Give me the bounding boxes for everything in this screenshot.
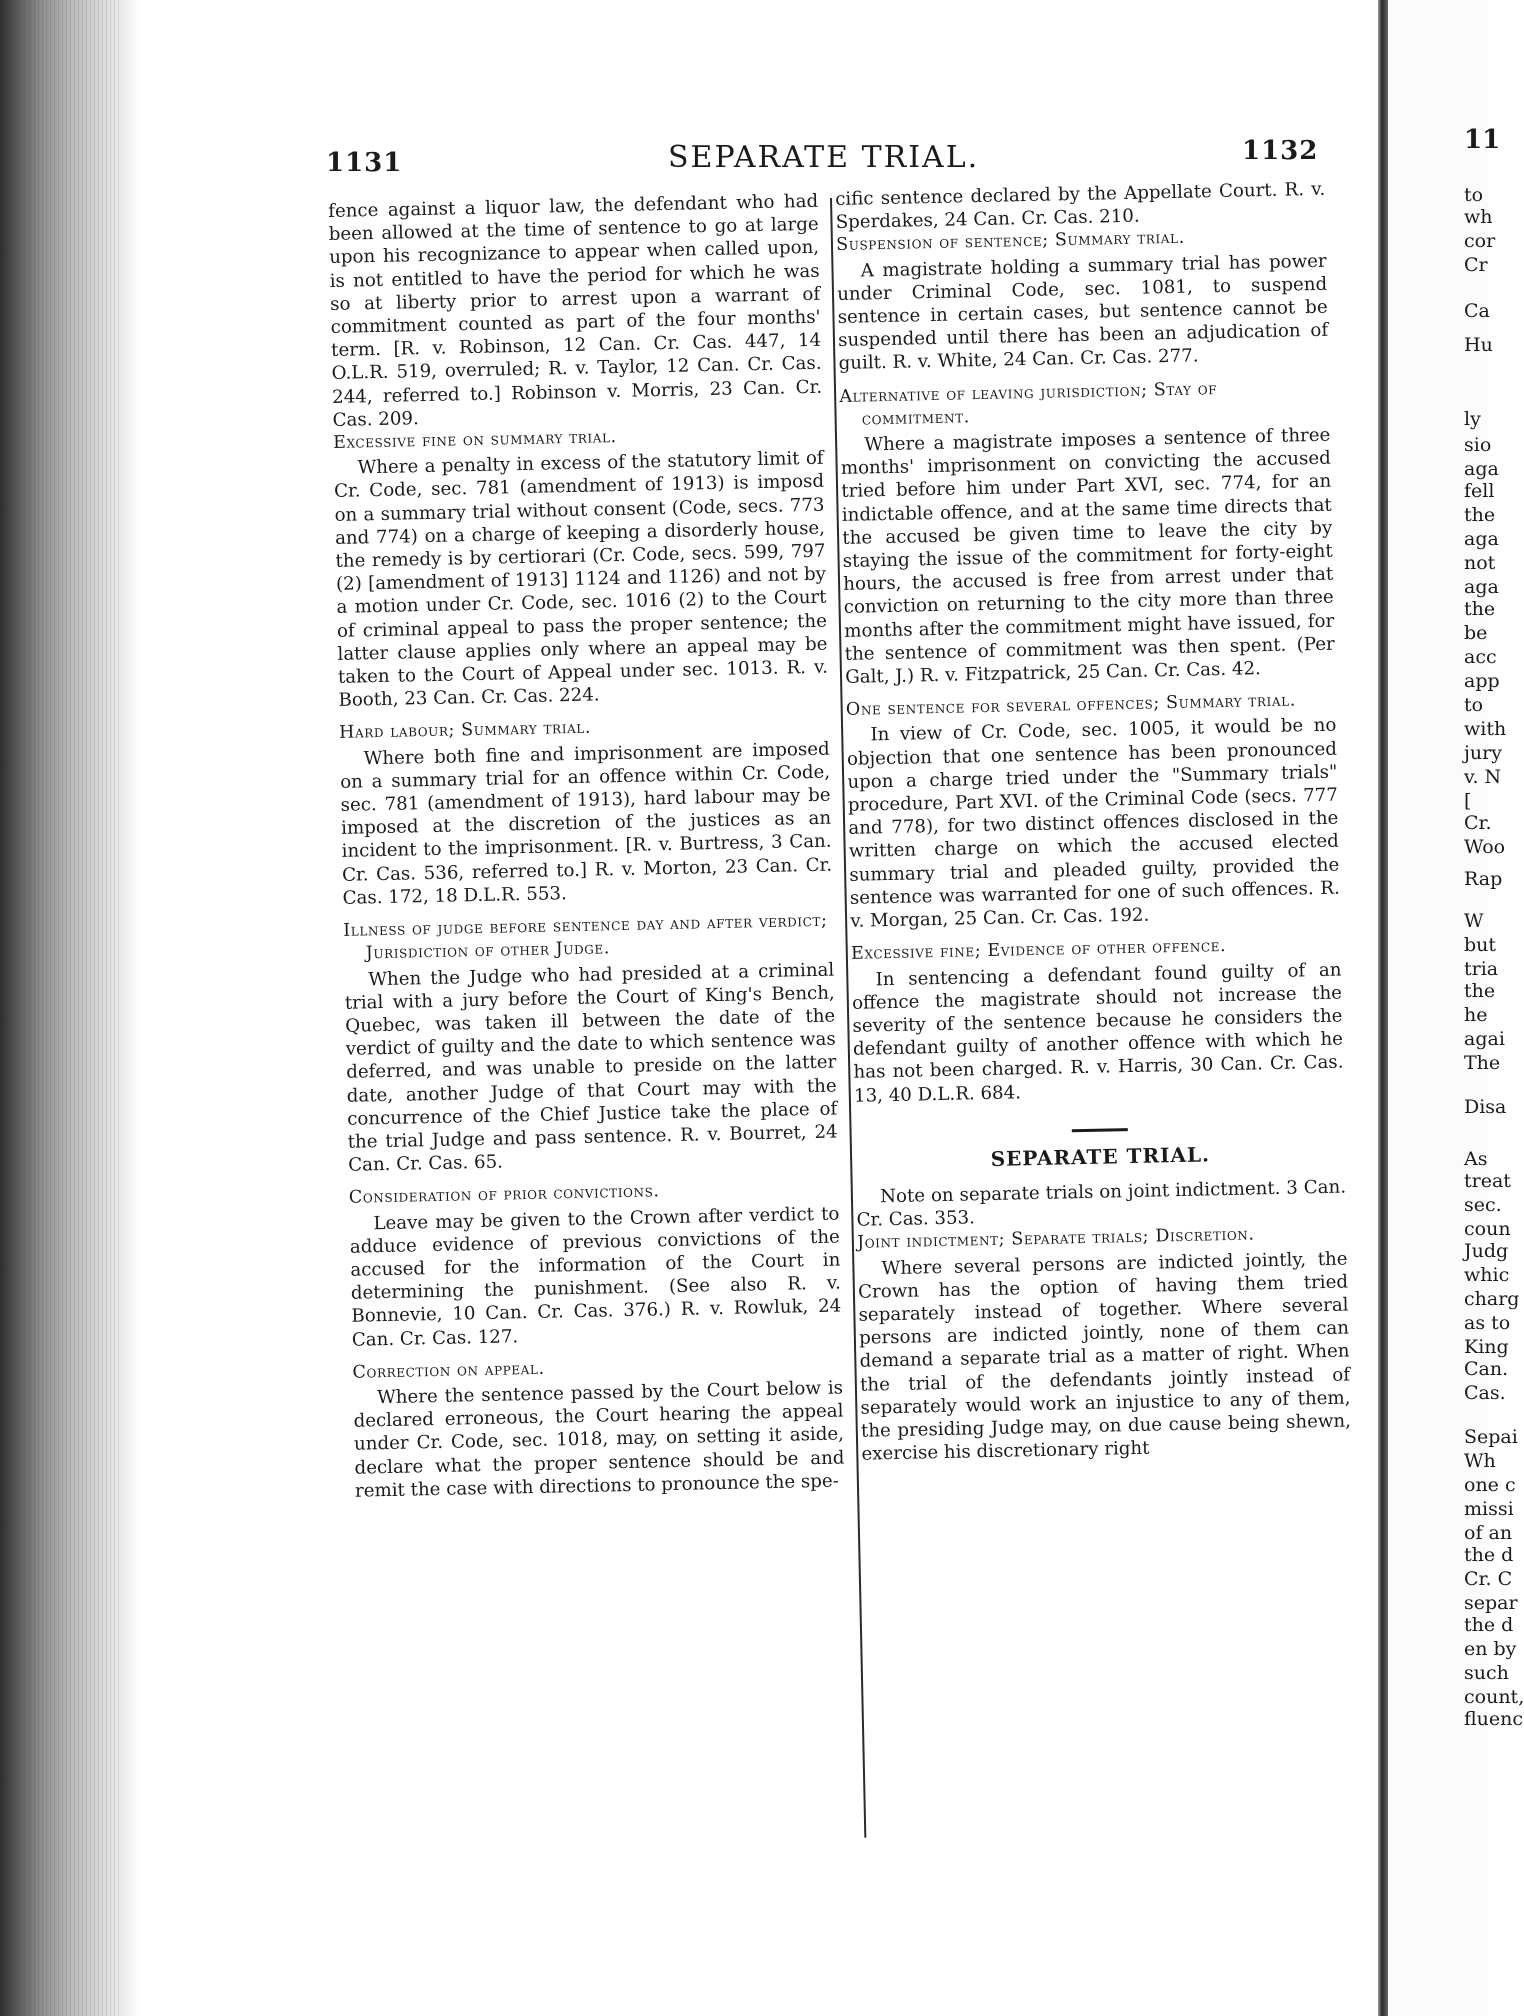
next-page-line: King xyxy=(1464,1336,1509,1358)
entry-text: Where a penalty in excess of the statutory limit of Cr. Code, sec. 781 (amendment of 1913) is imposd on a summary trial without consent (Code, secs. 773 and 774) on a charge of keeping a disorderly house, the remedy is by certiorari (Cr. Code, secs. 599, 797 (2) [amendment of 1913] 1124 and 1126) and not by a motion under Cr. Code, sec. 1016 (2) to the Court of criminal appeal to pass the proper sentence; the latter clause applies only where an appeal may be taken to the Court of Appeal under sec. 1013. R. v. Booth, 23 Can. Cr. Cas. 224. xyxy=(333,447,829,712)
next-page-line: fell xyxy=(1464,480,1495,502)
section-rule xyxy=(1072,1128,1128,1132)
entry-text: Where a magistrate imposes a sentence of three months' imprisonment on convicting the accused tried before him under Part XVI, sec. 774, for an indictable offence, and at the same time directs that the accused be given time to leave the city by staying the issue of the commitment for forty-eight hours, the accused is free from arrest under that conviction on returning to the city more than three months after the commitment might have issued, for the sentence of commitment was then spent. (Per Galt, J.) R. v. Fitzpatrick, 25 Can. Cr. Cas. 42. xyxy=(840,424,1335,688)
next-page-line: fluenc xyxy=(1464,1708,1524,1730)
entry-text: Where both fine and imprisonment are imposed on a summary trial for an offence within Cr. Code, sec. 781 (amendment of 1913), hard labour may be imposed at the discretion of the justices as an incident to the imprisonment. [R. v. Burtress, 3 Can. Cr. Cas. 536, referred to.] R. v. Morton, 23 Can. Cr. Cas. 172, 18 D.L.R. 553. xyxy=(339,738,833,909)
next-page-line: the d xyxy=(1464,1614,1514,1636)
entry xyxy=(349,1177,842,1352)
next-page-line: charg xyxy=(1464,1288,1520,1310)
next-page-line: of an xyxy=(1464,1522,1513,1544)
entry xyxy=(339,712,833,910)
next-page-line: Woo xyxy=(1464,836,1506,858)
next-page-line: Disa xyxy=(1464,1096,1507,1118)
entry-heading: Consideration of prior convictions. xyxy=(348,1181,660,1209)
next-page-line: Judg xyxy=(1464,1240,1509,1262)
next-page-number: 11 xyxy=(1464,125,1501,155)
page-number-left: 1131 xyxy=(326,148,403,178)
next-page-line: such xyxy=(1464,1662,1509,1684)
running-head: SEPARATE TRIAL. xyxy=(668,140,980,175)
next-page-line: Cr xyxy=(1464,254,1488,276)
next-page-line: as to xyxy=(1464,1312,1511,1334)
entry xyxy=(836,224,1329,375)
next-page-line: treat xyxy=(1464,1170,1511,1192)
next-page-line: one c xyxy=(1464,1474,1516,1496)
entry-heading: Joint indictment; Separate trials; Discretion. xyxy=(856,1224,1255,1254)
entry xyxy=(851,933,1344,1108)
entry-heading: Illness of judge before sentence day and after verdict; Jurisdiction of other Judge. xyxy=(343,910,828,964)
entry-text: A magistrate holding a summary trial has power under Criminal Code, sec. 1081, to suspend sentence in certain cases, but sentence cannot be suspended until there has been an adjudication of guilt. R. v. White, 24 Can. Cr. Cas. 277. xyxy=(837,250,1329,375)
next-page-line: wh xyxy=(1464,206,1493,228)
next-page-line: cor xyxy=(1464,230,1496,252)
entry xyxy=(333,422,829,713)
section-note: Note on separate trials on joint indictment. 3 Can. Cr. Cas. 353. xyxy=(856,1176,1347,1231)
next-page-line: tria xyxy=(1464,958,1499,980)
next-page-line: but xyxy=(1464,934,1497,956)
entry-heading: Excessive fine; Evidence of other offence. xyxy=(850,936,1227,965)
next-page-line: whic xyxy=(1464,1264,1510,1286)
right-column xyxy=(835,178,1352,1476)
next-page-line: aga xyxy=(1464,528,1499,550)
next-page-line: jury xyxy=(1464,742,1502,764)
book-gutter xyxy=(0,0,140,2016)
next-page-line: he xyxy=(1464,1004,1488,1026)
next-page-line: separ xyxy=(1464,1592,1518,1614)
next-page-line: en by xyxy=(1464,1638,1517,1660)
next-page-line: W xyxy=(1464,910,1484,932)
next-page-line: Hu xyxy=(1464,334,1493,356)
entry-heading: Suspension of sentence; Summary trial. xyxy=(835,228,1186,256)
next-page-line: Cas. xyxy=(1464,1382,1506,1404)
next-page-line: sec. xyxy=(1464,1194,1502,1216)
next-page-line: agai xyxy=(1464,1028,1505,1050)
entry xyxy=(343,910,838,1177)
next-page-line: be xyxy=(1464,622,1488,644)
next-page-line: the xyxy=(1464,598,1496,620)
next-page-line: app xyxy=(1464,670,1500,692)
entry-text: In view of Cr. Code, sec. 1005, it would be no objection that one sentence has been pronounced upon a charge tried under the "Summary trials" procedure, Part XVI. of the Criminal Code (secs. 777 and 778), for two distinct offences disclosed in the written charge on which the accused elected summary trial and pleaded guilty, provided the sentence was warranted for one of such offences. R. v. Morgan, 25 Can. Cr. Cas. 192. xyxy=(846,715,1340,932)
next-page-line: not xyxy=(1464,552,1496,574)
next-page-line: v. N xyxy=(1464,766,1502,788)
next-page-line: ly xyxy=(1464,408,1481,430)
next-page-fragment xyxy=(1388,0,1524,2016)
next-page-line: Sepai xyxy=(1464,1426,1518,1448)
next-page-line: to xyxy=(1464,694,1484,716)
left-column xyxy=(328,190,845,1513)
entry xyxy=(846,689,1341,933)
next-page-line: the d xyxy=(1464,1544,1514,1566)
page-edge xyxy=(1378,0,1388,2016)
next-page-line: missi xyxy=(1464,1498,1514,1520)
entry xyxy=(839,375,1335,689)
next-page-line: sio xyxy=(1464,434,1492,456)
next-page-line: Ca xyxy=(1464,300,1490,322)
entry-heading: Correction on appeal. xyxy=(352,1358,545,1383)
next-page-line: count, xyxy=(1464,1686,1524,1708)
entry-text: Leave may be given to the Crown after verdict to adduce evidence of previous convictions of the accused for the information of the Court in determining the punishment. (See also R. v. Bonnevie, 10 Can. Cr. Cas. 376.) R. v. Rowluk, 24 Can. Cr. Cas. 127. xyxy=(349,1203,842,1351)
entry-heading: Hard labour; Summary trial. xyxy=(338,718,592,744)
entry-text: In sentencing a defendant found guilty of an offence the magistrate should not increase the severity of the sentence because he considers the defendant guilty of another offence with which he has not been charged. R. v. Harris, 30 Can. Cr. Cas. 13, 40 D.L.R. 684. xyxy=(851,959,1344,1107)
next-page-line: coun xyxy=(1464,1218,1511,1240)
next-page-line: Rap xyxy=(1464,868,1503,890)
continuation-text: cific sentence declared by the Appellate Court. R. v. Sperdakes, 24 Can. Cr. Cas. 210. xyxy=(835,178,1326,234)
entry-heading: Excessive fine on summary trial. xyxy=(332,427,617,453)
section-title: SEPARATE TRIAL. xyxy=(990,1142,1211,1171)
next-page-line: Can. xyxy=(1464,1358,1509,1380)
next-page-line: [ xyxy=(1464,790,1472,812)
next-page-line: aga xyxy=(1464,458,1499,480)
next-page-line: with xyxy=(1464,718,1507,740)
entry xyxy=(857,1222,1352,1466)
next-page-line: aga xyxy=(1464,576,1499,598)
entry-heading: Alternative of leaving jurisdiction; Stay of commitment. xyxy=(839,378,1218,430)
next-page-line: to xyxy=(1464,184,1484,206)
next-page-line: The xyxy=(1464,1052,1501,1074)
page-number-right: 1132 xyxy=(1242,136,1319,166)
next-page-line: As xyxy=(1464,1148,1488,1170)
next-page-line: Cr. xyxy=(1464,812,1492,834)
next-page-line: acc xyxy=(1464,646,1497,668)
entry-text: Where the sentence passed by the Court below is declared erroneous, the Court hearing the appeal under Cr. Code, sec. 1018, may, on setting it aside, declare what the proper sentence should be and remit the case with directions to pronounce the spe- xyxy=(353,1377,845,1502)
entry xyxy=(352,1351,845,1502)
entry-text: Where several persons are indicted jointly, the Crown has the option of having them tried separately instead of together. Where several persons are indicted jointly, none of them can demand a separate trial as a matter of right. When the trial of the defendants jointly instead of separately would work an injustice to any of them, the presiding Judge may, on due cause being shewn, exercise his discretionary right xyxy=(857,1248,1352,1465)
entry-heading: One sentence for several offences; Summary trial. xyxy=(845,690,1297,721)
continuation-text: fence against a liquor law, the defendant who had been allowed at the time of sentence to go at large upon his recognizance to appear when called upon, is not entitled to have the period for which he was so at liberty prior to arrest upon a warrant of commitment counted as part of the four months' term. [R. v. Robinson, 12 Can. Cr. Cas. 447, 14 O.L.R. 519, overruled; R. v. Taylor, 12 Can. Cr. Cas. 244, referred to.] Robinson v. Morris, 23 Can. Cr. Cas. 209. xyxy=(328,190,823,431)
next-page-line: Wh xyxy=(1464,1450,1496,1472)
next-page-line: the xyxy=(1464,980,1496,1002)
next-page-line: Cr. C xyxy=(1464,1568,1513,1590)
next-page-line: the xyxy=(1464,504,1496,526)
entry-text: When the Judge who had presided at a criminal trial with a jury before the Court of King's Bench, Quebec, was taken ill between the date of the verdict of guilty and the date to which sentence was deferred, and was unable to preside on the latter date, another Judge of that Court may with the concurrence of the Chief Justice take the place of the trial Judge and pass sentence. R. v. Bourret, 24 Can. Cr. Cas. 65. xyxy=(344,959,838,1176)
